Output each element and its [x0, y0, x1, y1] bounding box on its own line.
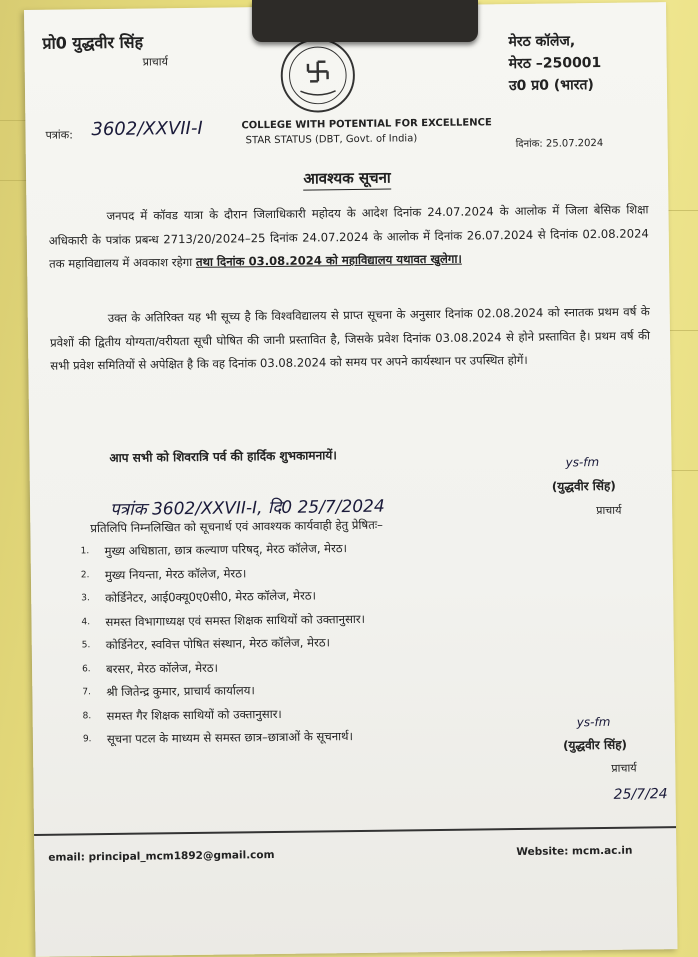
list-item-number: 7.	[82, 687, 91, 698]
college-tagline: COLLEGE WITH POTENTIAL FOR EXCELLENCE	[241, 117, 492, 132]
paragraph-1-text: जनपद में कॉवड यात्रा के दौरान जिलाधिकारी महोदय के आदेश दिनांक 24.07.2024 के आलोक में जिला बेसिक शिक्षा अधिकारी के पत्रांक प्रबन्ध 2713/20/2024–25 दिनांक 24.07.2024 के आलोक में दिनांक 26.07.2024 से दिनांक 02.08.2024 तक महाविद्यालय में अवकाश रहेगा	[48, 202, 649, 271]
signature-initial: ys-fm	[565, 455, 600, 470]
notice-paragraph-2	[50, 300, 651, 378]
principal-title: प्राचार्य	[142, 55, 169, 69]
signatory-title: प्राचार्य	[611, 761, 637, 775]
footer-website: Website: mcm.ac.in	[516, 844, 633, 859]
address-line-3: उ0 प्र0 (भारत)	[508, 77, 594, 95]
list-item-text: मुख्य नियन्ता, मेरठ कॉलेज, मेरठ।	[104, 565, 247, 582]
list-item-text: समस्त विभागाध्यक्ष एवं समस्त शिक्षक साथियों को उक्तानुसार।	[105, 611, 366, 629]
college-seal-icon	[278, 36, 357, 115]
notice-heading	[26, 164, 668, 192]
list-item-text: बरसर, मेरठ कॉलेज, मेरठ।	[105, 660, 219, 676]
list-item-number: 4.	[81, 616, 91, 627]
list-item-text: कोर्डिनेटर, आई0क्यू0ए0सी0, मेरठ कॉलेज, मेरठ।	[105, 588, 317, 606]
greeting: आप सभी को शिवरात्रि पर्व की हार्दिक शुभकामनायें।	[109, 448, 337, 465]
background-rule	[666, 210, 698, 211]
copy-to-intro: प्रतिलिपि निम्नलिखित को सूचनार्थ एवं आवश्यक कार्यवाही हेतु प्रेषितः–	[90, 517, 383, 536]
notice-heading-text: आवश्यक सूचना	[303, 169, 391, 191]
binder-clip	[252, 0, 478, 42]
notice-paper	[24, 2, 678, 957]
signatory-title: प्राचार्य	[596, 503, 622, 518]
signature-initial: ys-fm	[576, 714, 611, 730]
address-line-2: मेरठ –250001	[508, 54, 602, 73]
copy-to-list	[80, 534, 643, 752]
signatory-name: (युद्धवीर सिंह)	[562, 737, 628, 753]
list-item-text: कोर्डिनेटर, स्ववित्त पोषित संस्थान, मेरठ कॉलेज, मेरठ।	[105, 635, 331, 653]
list-item-text: समस्त गैर शिक्षक साथियों को उक्तानुसार।	[106, 706, 282, 723]
footer-email: email: principal_mcm1892@gmail.com	[48, 849, 275, 864]
address-line-1: मेरठ कॉलेज,	[508, 33, 576, 51]
list-item-number: 5.	[81, 640, 91, 651]
paragraph-1-content	[48, 198, 649, 276]
principal-name: प्रो0 युद्धवीर सिंह	[42, 32, 144, 53]
reopening-notice: तथा दिनांक 03.08.2024 को महाविद्यालय यथावत खुलेगा।	[195, 251, 462, 269]
star-status: STAR STATUS (DBT, Govt. of India)	[245, 133, 418, 147]
reference-label: पत्रांक:	[45, 128, 73, 142]
reference-number: 3602/XXVII-I	[91, 117, 203, 141]
signatory-name: (युद्धवीर सिंह)	[551, 478, 616, 494]
list-item-text: सूचना पटल के माध्यम से समस्त छात्र–छात्राओं के सूचनार्थ।	[106, 729, 354, 747]
list-item-number: 1.	[80, 546, 90, 557]
notice-paragraph-1	[48, 198, 649, 276]
list-item-number: 6.	[81, 663, 91, 674]
footer-divider	[34, 826, 676, 836]
background-rule	[666, 330, 698, 331]
list-item-number: 9.	[82, 734, 92, 745]
handwritten-reference: पत्रांक 3602/XXVII-I, दि0 25/7/2024	[109, 496, 385, 520]
list-item-number: 8.	[82, 710, 92, 721]
list-item-text: श्री जितेन्द्र कुमार, प्राचार्य कार्यालय।	[106, 683, 255, 700]
paragraph-2-text: उक्त के अतिरिक्त यह भी सूच्य है कि विश्वविद्यालय से प्राप्त सूचना के अनुसार दिनांक 02.08.2024 को स्नातक प्रथम वर्ष के प्रवेशों की द्वितीय योग्यता/वरीयता सूची घोषित की जानी प्रस्तावित है, जिसके प्रवेश दिनांक 03.08.2024 से होने प्रस्तावित है। प्रथम वर्ष की सभी प्रवेश समितियों से अपेक्षित है कि वह दिनांक 03.08.2024 को समय पर अपने कार्यस्थान पर उपस्थित होगें।	[49, 304, 651, 373]
notice-date: दिनांक: 25.07.2024	[515, 137, 604, 151]
list-item-text: मुख्य अधिष्ठाता, छात्र कल्याण परिषद्, मेरठ कॉलेज, मेरठ।	[104, 541, 348, 559]
list-item-number: 3.	[81, 593, 90, 604]
signature-date: 25/7/24	[613, 786, 668, 803]
list-item-number: 2.	[80, 569, 90, 580]
